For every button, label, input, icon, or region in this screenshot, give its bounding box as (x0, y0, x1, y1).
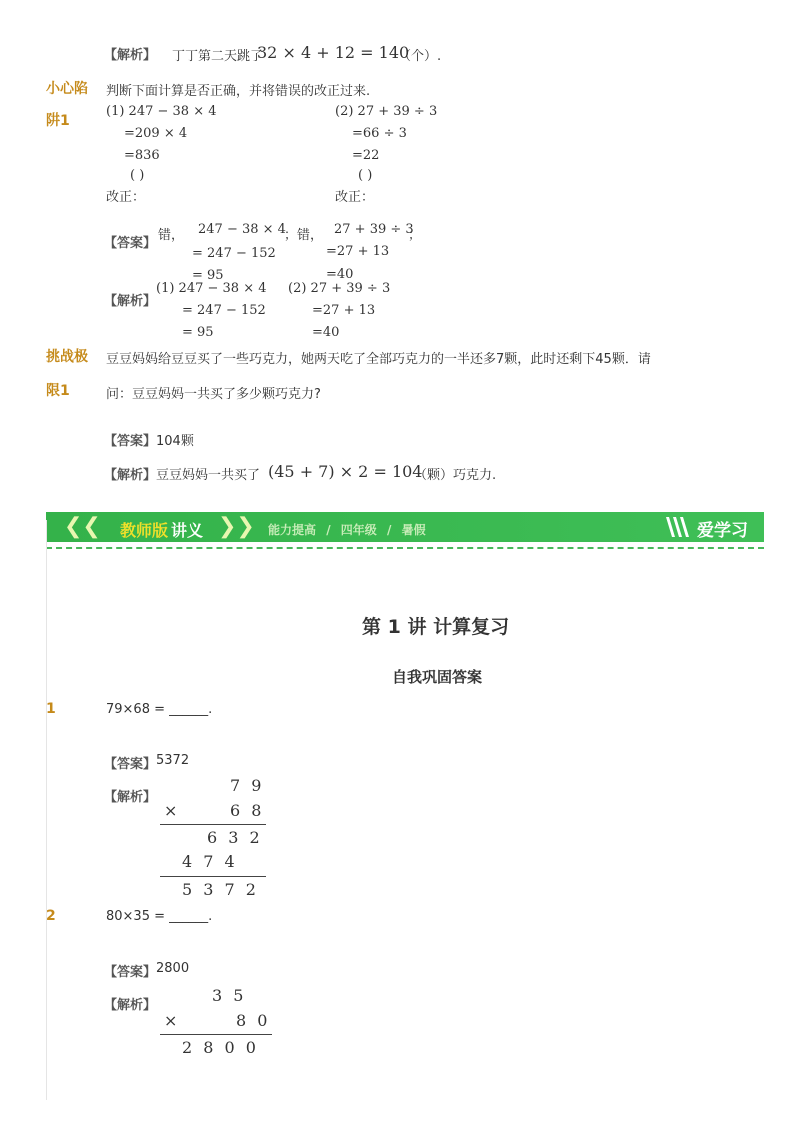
answer-tag: 【答案】 (104, 757, 157, 772)
times-sign: × (164, 1011, 178, 1030)
rule-line (160, 1034, 272, 1035)
margin-line (46, 520, 47, 1100)
trap-p2-judge: ( ) (358, 168, 373, 183)
challenge-answer: 104颗 (156, 434, 194, 449)
answer2-line2: =27 + 13 (326, 244, 390, 259)
chevron-left-icon: ❮❮ (64, 514, 101, 539)
challenge-question-2: 问：豆豆妈妈一共买了多少颗巧克力? (106, 387, 321, 402)
analysis-tag: 【解析】 (104, 790, 157, 805)
question-number: 2 (46, 908, 56, 924)
partial-product-1: 6 3 2 (207, 828, 260, 847)
question-prompt: 80×35 = ______. (106, 909, 213, 924)
answer1-line3: = 95 (192, 268, 224, 283)
section-label-trap: 小心陷 (46, 81, 88, 97)
challenge-analysis-math: (45 + 7) × 2 = 104 (268, 462, 423, 481)
analysis-tag-trap: 【解析】 (104, 294, 157, 309)
rule-line (160, 824, 266, 825)
banner-title-a: 教师版 (120, 521, 169, 540)
trap-p1-line1: (1) 247 − 38 × 4 (106, 104, 217, 119)
product: 2 8 0 0 (182, 1038, 256, 1057)
analysis1-line3: = 95 (182, 325, 214, 340)
answer-value: 2800 (156, 961, 190, 976)
answer1-line1: 247 − 38 × 4 (198, 222, 286, 237)
question-number: 1 (46, 701, 56, 717)
challenge-analysis-pre: 豆豆妈妈一共买了 (156, 468, 261, 483)
section-label-trap-2: 阱1 (46, 113, 70, 129)
trap-p2-line2: =66 ÷ 3 (352, 126, 407, 141)
banner-divider (46, 547, 764, 549)
answer1-line2: = 247 − 152 (192, 246, 276, 261)
answer-tag: 【答案】 (104, 965, 157, 980)
trap-p1-line2: =209 × 4 (124, 126, 188, 141)
answer-value: 5372 (156, 753, 190, 768)
lecture-subtitle: 自我巩固答案 (392, 668, 483, 686)
breadcrumb-item: 四年级 (340, 523, 377, 537)
analysis2-line2: =27 + 13 (312, 303, 376, 318)
answer2-line3: =40 (326, 267, 354, 282)
challenge-question-1: 豆豆妈妈给豆豆买了一些巧克力，她两天吃了全部巧克力的一半还多7颗，此时还剩下45颗．请 (106, 352, 651, 367)
chevron-right-icon: ❯❯ (218, 514, 255, 539)
product: 5 3 7 2 (182, 880, 256, 899)
analysis-tag: 【解析】 (104, 998, 157, 1013)
trap-p2-correct-label: 改正： (335, 190, 375, 205)
challenge-analysis-post: （颗）巧克力. (414, 468, 497, 483)
question-prompt: 79×68 = ______. (106, 702, 213, 717)
trap-p1-line3: =836 (124, 148, 160, 163)
trap-p1-correct-label: 改正： (106, 190, 146, 205)
times-sign: × (164, 801, 178, 820)
rule-line (160, 876, 266, 877)
trap-p2-line1: (2) 27 + 39 ÷ 3 (335, 104, 438, 119)
breadcrumb-separator: / (326, 523, 331, 537)
partial-product-2: 4 7 4 (182, 852, 235, 871)
challenge-answer-tag: 【答案】 (104, 434, 157, 449)
answer-end: ； (408, 228, 422, 243)
breadcrumb-item: 能力提高 (268, 523, 317, 537)
breadcrumb (268, 521, 426, 538)
analysis1-line1: (1) 247 − 38 × 4 (156, 281, 267, 296)
analysis-math: 32 × 4 + 12 = 140 (257, 43, 410, 62)
brand-name: 爱学习 (697, 521, 748, 541)
lecture-title: 第 1 讲 计算复习 (362, 616, 510, 638)
multiplicand: 3 5 (212, 986, 244, 1005)
banner-title-b: 讲义 (171, 521, 204, 540)
answer-wrong-1: 错， (158, 228, 185, 243)
brand-logo-icon (664, 515, 694, 543)
answer-tag: 【答案】 (104, 236, 157, 251)
analysis-tail: （个）. (398, 49, 442, 64)
section-label-challenge-2: 限1 (46, 383, 70, 399)
trap-question: 判断下面计算是否正确，并将错误的改正过来. (106, 84, 371, 99)
analysis-tag: 【解析】 (104, 48, 157, 63)
section-label-challenge: 挑战极 (46, 349, 88, 365)
breadcrumb-separator: / (386, 523, 392, 537)
answer-sep: ；错， (284, 228, 324, 243)
trap-p2-line3: =22 (352, 148, 380, 163)
analysis1-line2: = 247 − 152 (182, 303, 266, 318)
multiplicand: 7 9 (230, 776, 262, 795)
analysis2-line1: (2) 27 + 39 ÷ 3 (288, 281, 391, 296)
analysis-text: 丁丁第二天跳了 (172, 49, 264, 64)
trap-p1-judge: ( ) (130, 168, 145, 183)
multiplier: 8 0 (236, 1011, 268, 1030)
breadcrumb-item: 暑假 (401, 523, 426, 537)
multiplier: 6 8 (230, 801, 262, 820)
challenge-analysis-tag: 【解析】 (104, 468, 157, 483)
answer2-line1: 27 + 39 ÷ 3 (334, 222, 414, 237)
analysis2-line3: =40 (312, 325, 340, 340)
